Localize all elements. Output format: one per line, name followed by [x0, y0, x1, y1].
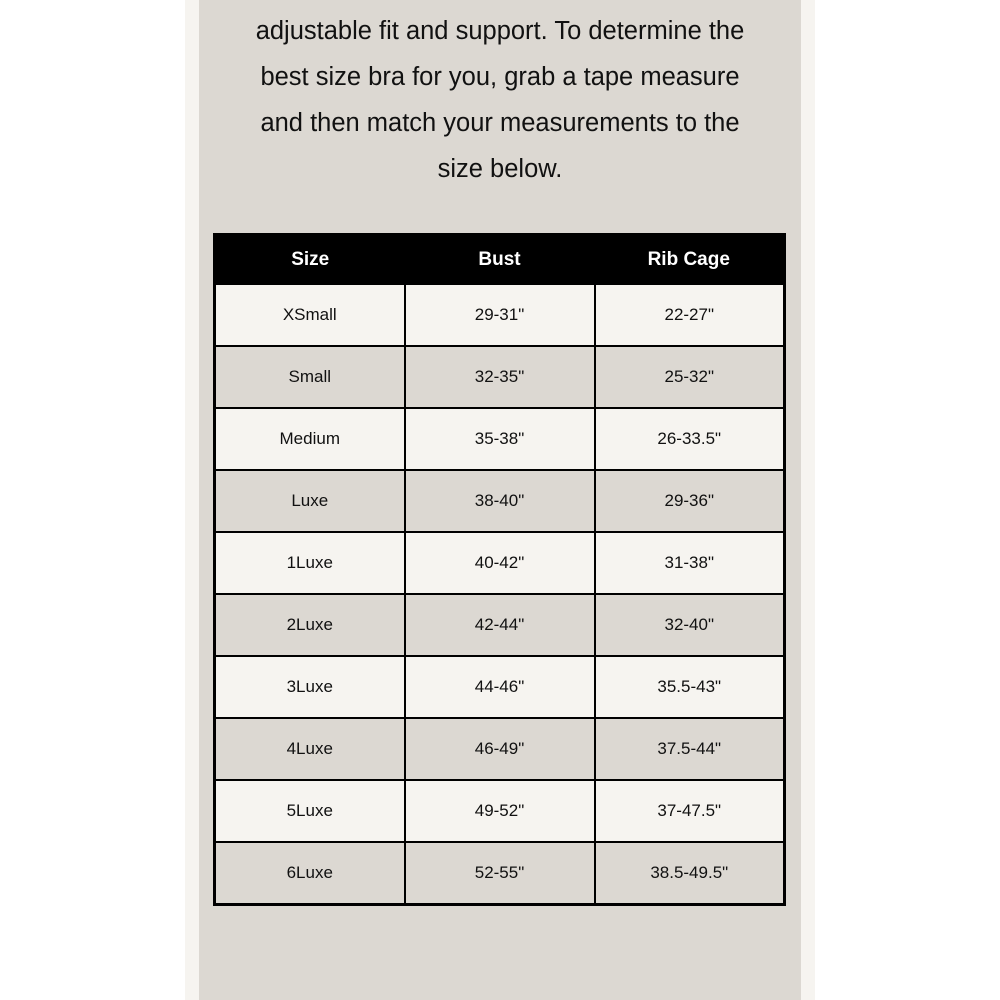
table-row [215, 346, 785, 408]
table-row [215, 594, 785, 656]
rib-cage-cell: 29-36" [595, 470, 785, 532]
table-row [215, 532, 785, 594]
bust-cell: 35-38" [405, 408, 595, 470]
table-row [215, 656, 785, 718]
table-row [215, 780, 785, 842]
size-cell: XSmall [215, 284, 405, 346]
intro-line: adjustable fit and support. To determine the [255, 17, 745, 45]
bust-cell: 32-35" [405, 346, 595, 408]
size-cell: 4Luxe [215, 718, 405, 780]
intro-line: best size bra for you, grab a tape measure [260, 63, 740, 91]
size-cell: 3Luxe [215, 656, 405, 718]
rib-cage-cell: 38.5-49.5" [595, 842, 785, 905]
size-cell: 6Luxe [215, 842, 405, 905]
table-row [215, 408, 785, 470]
table-row [215, 718, 785, 780]
size-cell: 1Luxe [215, 532, 405, 594]
rib-cage-cell: 32-40" [595, 594, 785, 656]
intro-paragraph [199, 8, 801, 192]
bust-cell: 42-44" [405, 594, 595, 656]
size-cell: Luxe [215, 470, 405, 532]
rib-cage-cell: 35.5-43" [595, 656, 785, 718]
size-cell: Medium [215, 408, 405, 470]
table-row [215, 842, 785, 905]
header-bust: Bust [405, 235, 595, 285]
bust-cell: 46-49" [405, 718, 595, 780]
size-cell: 2Luxe [215, 594, 405, 656]
bust-cell: 40-42" [405, 532, 595, 594]
size-guide-panel [199, 0, 801, 1000]
header-size: Size [215, 235, 405, 285]
rib-cage-cell: 26-33.5" [595, 408, 785, 470]
bust-cell: 38-40" [405, 470, 595, 532]
table-row [215, 470, 785, 532]
intro-line: size below. [437, 155, 563, 183]
bust-cell: 44-46" [405, 656, 595, 718]
rib-cage-cell: 37-47.5" [595, 780, 785, 842]
rib-cage-cell: 25-32" [595, 346, 785, 408]
rib-cage-cell: 22-27" [595, 284, 785, 346]
header-rib-cage: Rib Cage [595, 235, 785, 285]
bust-cell: 52-55" [405, 842, 595, 905]
rib-cage-cell: 31-38" [595, 532, 785, 594]
size-chart-table [213, 233, 786, 906]
size-cell: 5Luxe [215, 780, 405, 842]
bust-cell: 29-31" [405, 284, 595, 346]
size-cell: Small [215, 346, 405, 408]
table-header-row [215, 235, 785, 285]
rib-cage-cell: 37.5-44" [595, 718, 785, 780]
bust-cell: 49-52" [405, 780, 595, 842]
intro-line: and then match your measurements to the [260, 109, 740, 137]
table-row [215, 284, 785, 346]
